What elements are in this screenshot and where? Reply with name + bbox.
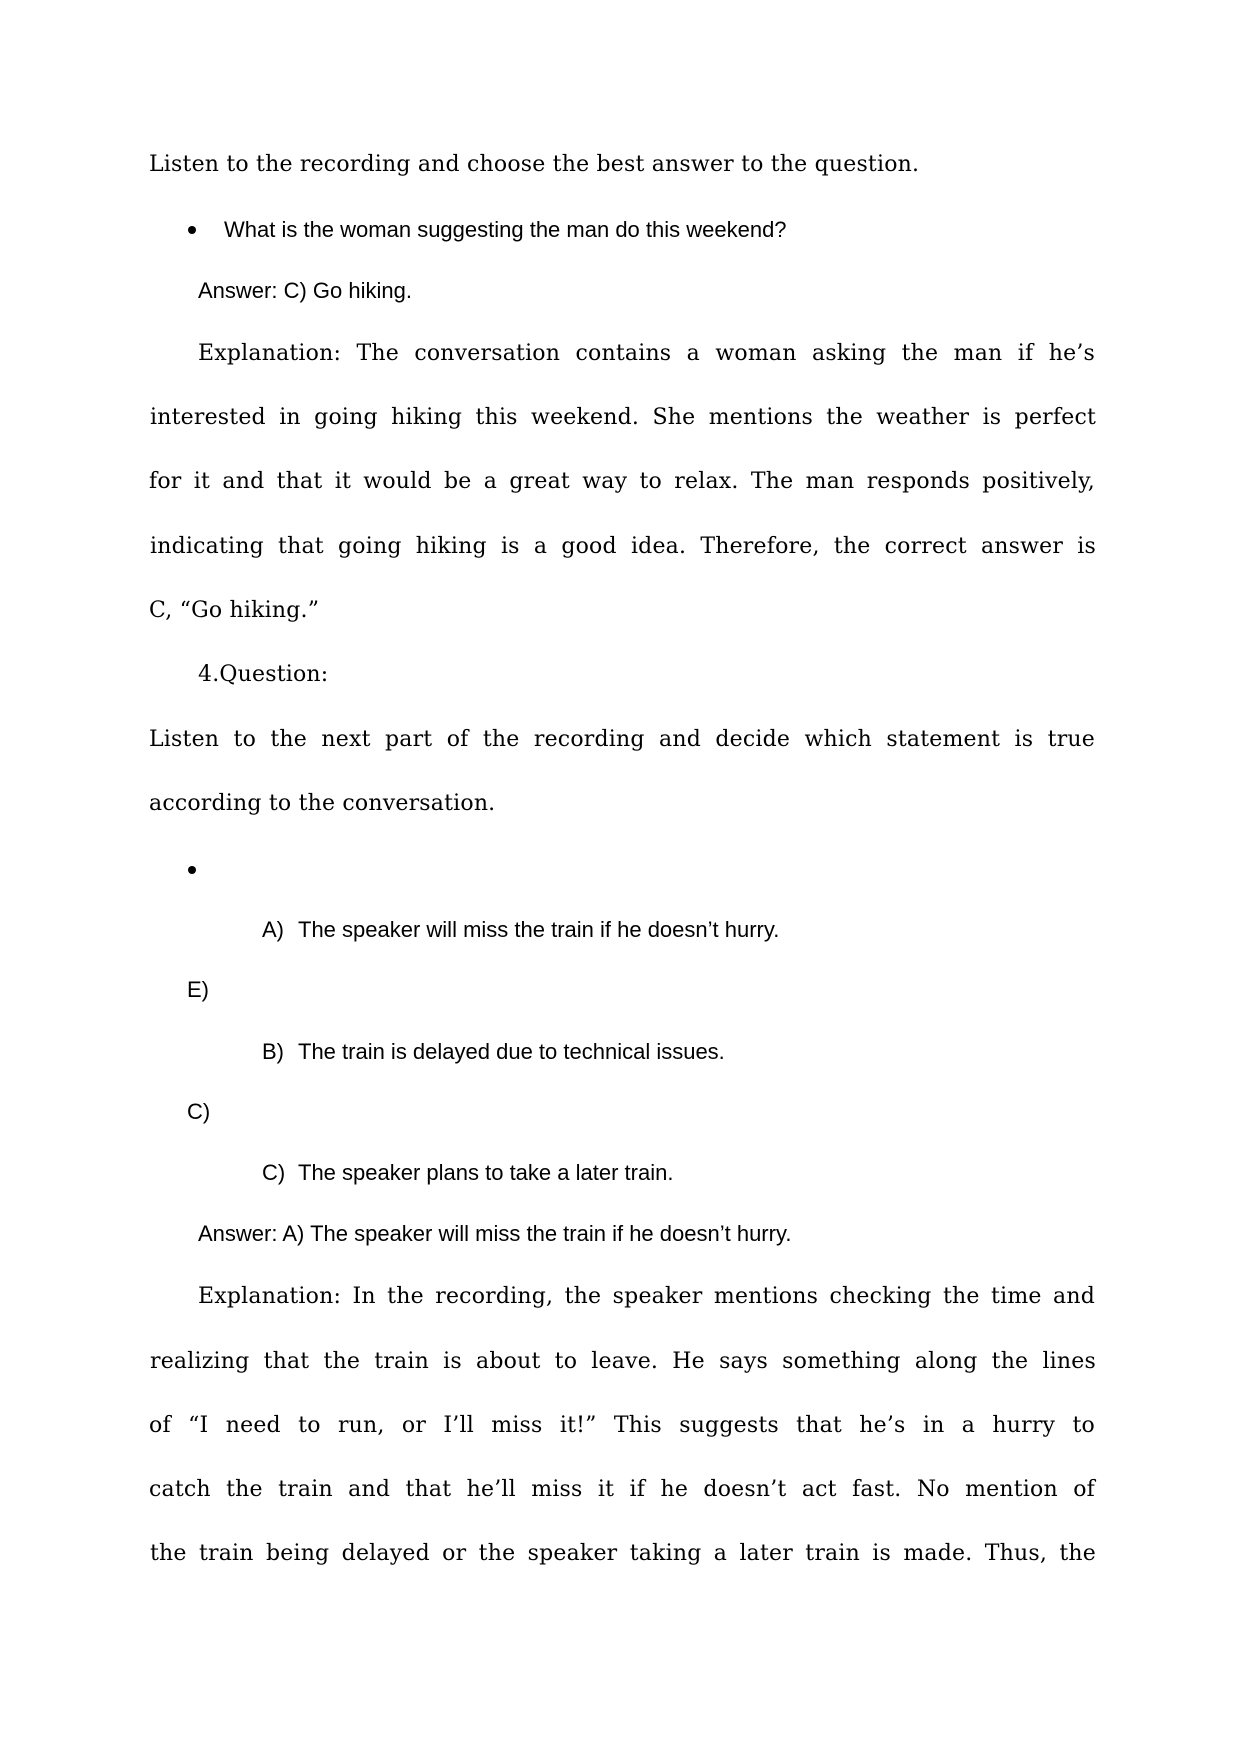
explanation-line: realizing that the train is about to leave. He says something along the lines	[150, 1349, 1096, 1374]
stray-label: E)	[187, 977, 209, 1002]
explanation-line: the train being delayed or the speaker taking a later train is made. Thus, the	[150, 1541, 1096, 1566]
stray-label: C)	[187, 1099, 211, 1124]
explanation-line: catch the train and that he’ll miss it if he doesn’t act fast. No mention of	[149, 1477, 1095, 1502]
option-letter: B)	[262, 1039, 284, 1064]
bullet-icon	[188, 866, 196, 874]
explanation-line: Explanation: In the recording, the speaker mentions checking the time and	[198, 1284, 1095, 1309]
instruction-line: Listen to the next part of the recording and decide which statement is true	[149, 727, 1095, 752]
option-text: The speaker plans to take a later train.	[298, 1160, 674, 1185]
explanation-line: interested in going hiking this weekend. She mentions the weather is perfect	[150, 405, 1096, 430]
explanation-line: Explanation: The conversation contains a woman asking the man if he’s	[198, 341, 1095, 366]
explanation-line: indicating that going hiking is a good idea. Therefore, the correct answer is	[150, 534, 1096, 559]
option-letter: C)	[262, 1160, 286, 1185]
instruction-text: Listen to the recording and choose the best answer to the question.	[149, 152, 920, 177]
question-heading: 4.Question:	[198, 662, 329, 687]
explanation-line: for it and that it would be a great way to relax. The man responds positively,	[149, 469, 1095, 494]
answer-text: Answer: C) Go hiking.	[198, 278, 412, 303]
question-text: What is the woman suggesting the man do this weekend?	[224, 217, 787, 242]
option-text: The speaker will miss the train if he doesn’t hurry.	[298, 917, 780, 942]
option-letter: A)	[262, 917, 284, 942]
bullet-icon	[188, 226, 196, 234]
option-text: The train is delayed due to technical issues.	[298, 1039, 725, 1064]
explanation-line: of “I need to run, or I’ll miss it!” This suggests that he’s in a hurry to	[149, 1413, 1095, 1438]
instruction-line: according to the conversation.	[149, 791, 496, 816]
explanation-line: C, “Go hiking.”	[149, 598, 320, 623]
answer-text: Answer: A) The speaker will miss the train if he doesn’t hurry.	[198, 1221, 792, 1246]
